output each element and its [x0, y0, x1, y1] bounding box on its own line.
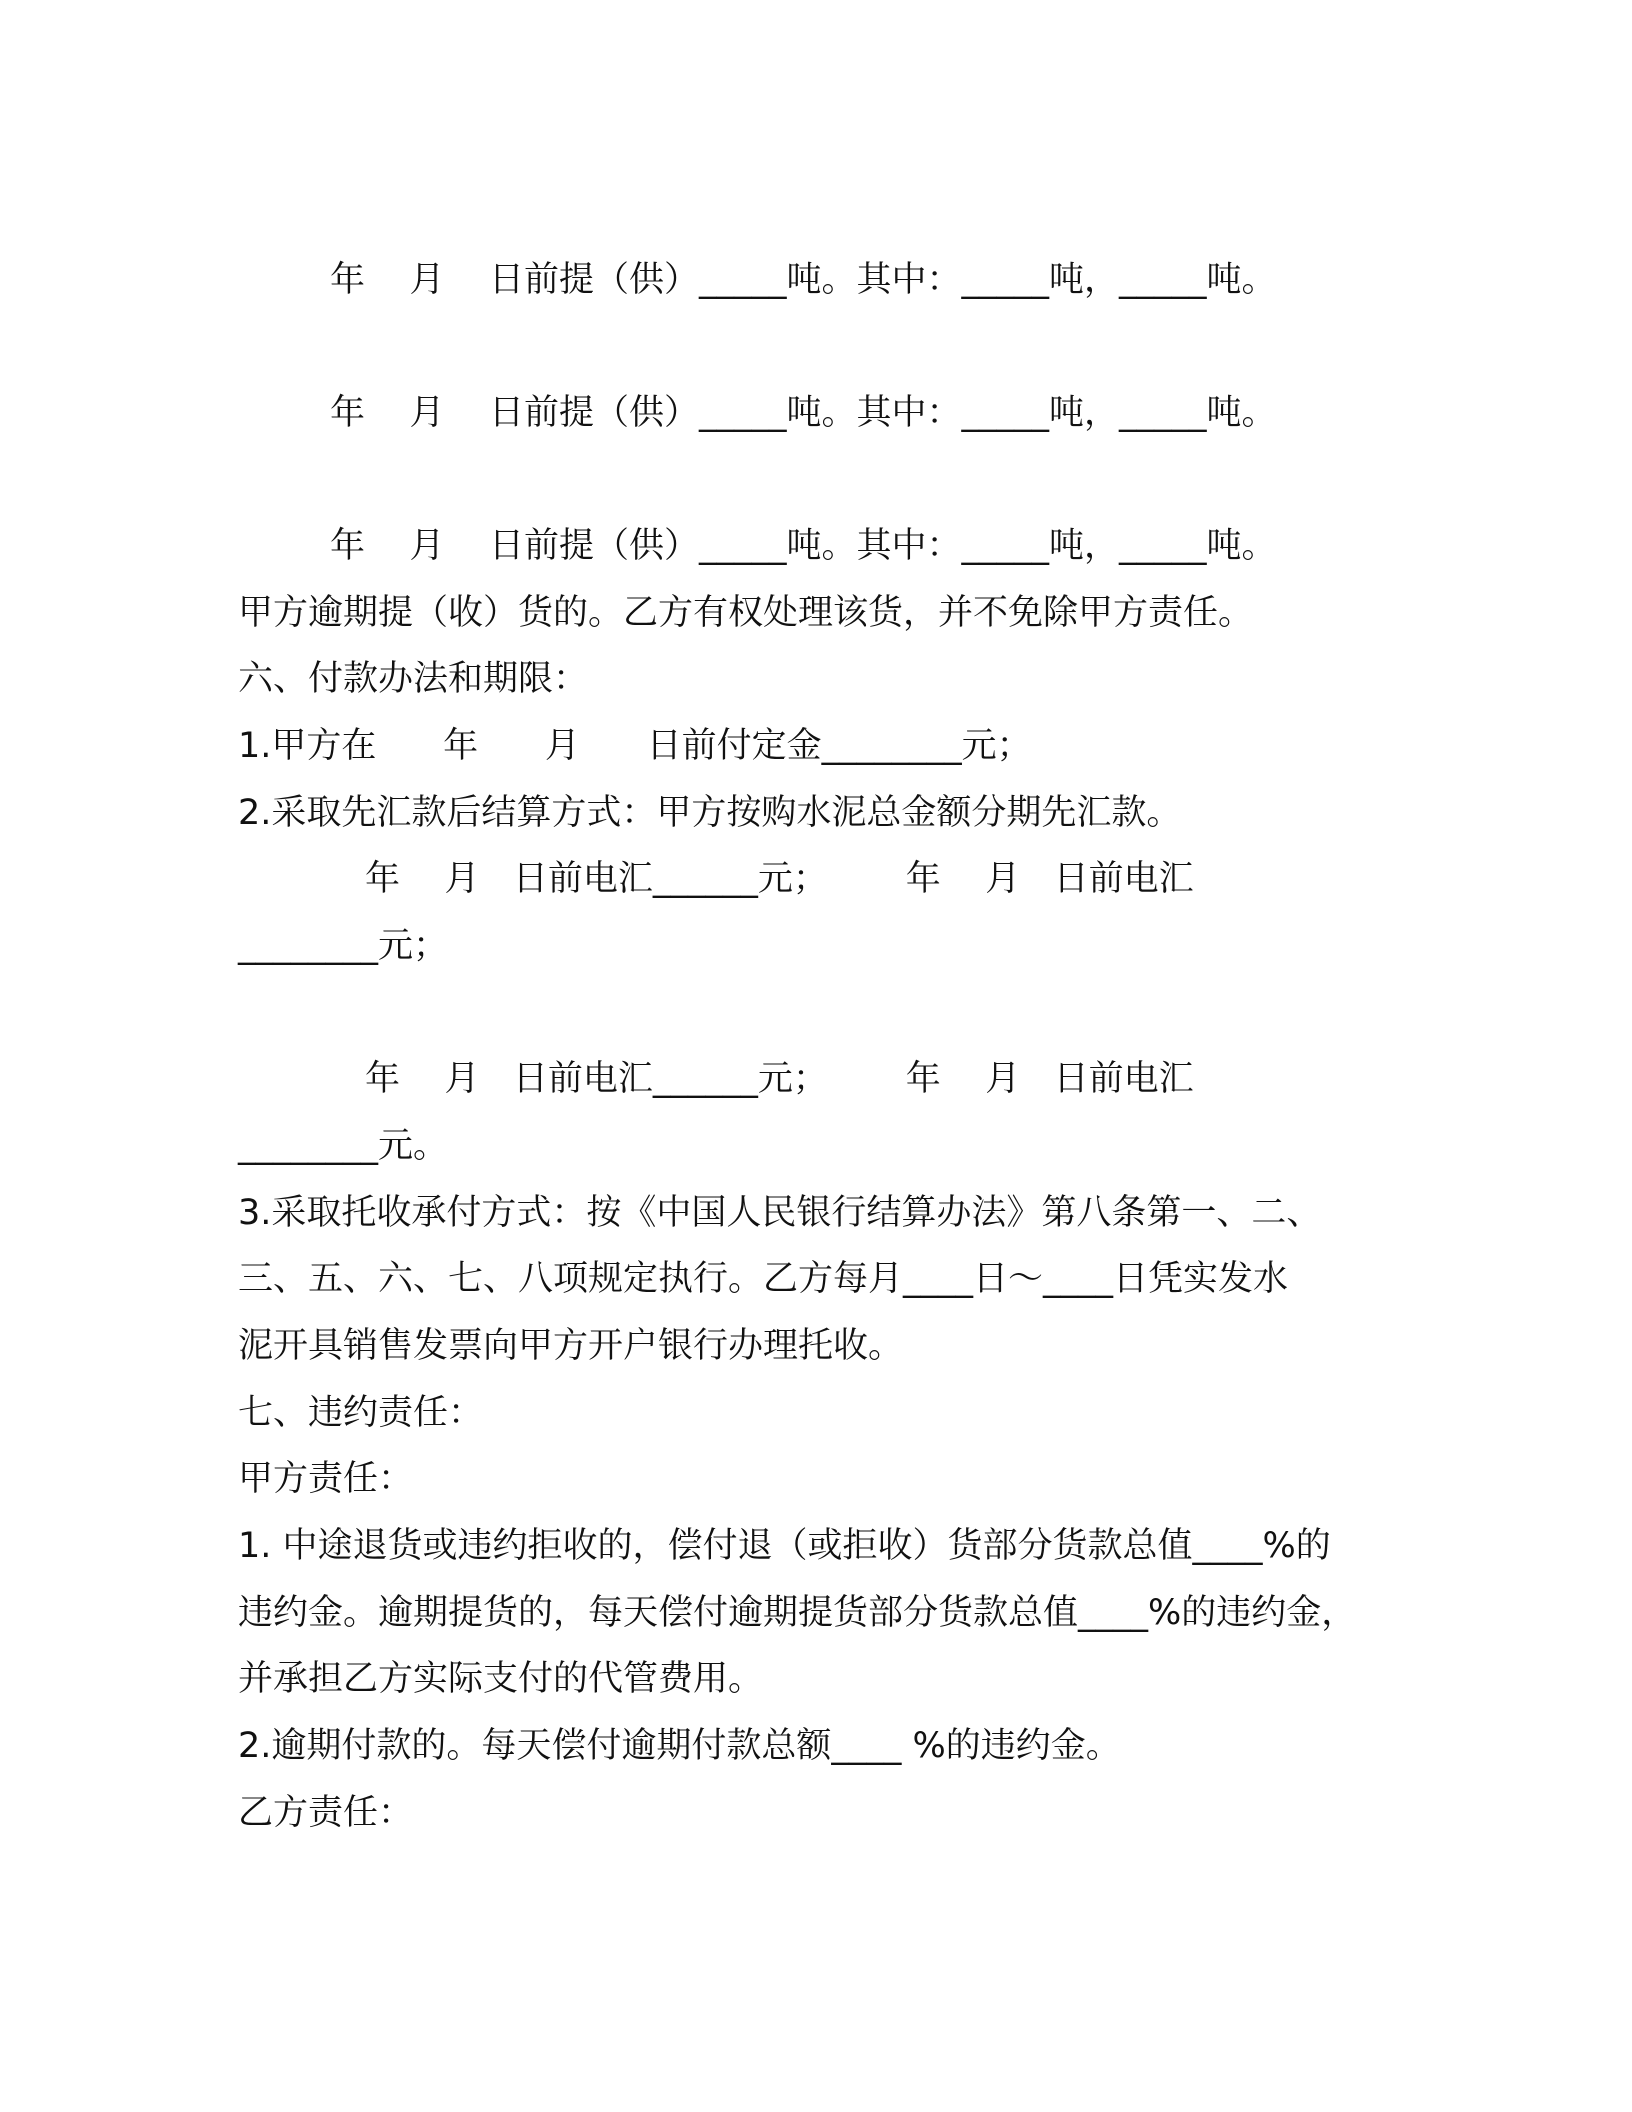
text-line: 年 月 日前提（供）_____吨。其中：_____吨，_____吨。: [330, 393, 1277, 433]
text-line: ________元。: [238, 1126, 449, 1166]
text-line: 并承担乙方实际支付的代管费用。: [238, 1659, 764, 1699]
text-line: 甲方逾期提（收）货的。乙方有权处理该货，并不免除甲方责任。: [238, 593, 1254, 633]
subsection-heading: 甲方责任：: [238, 1459, 414, 1499]
subsection-heading: 乙方责任：: [238, 1793, 414, 1833]
text-line: 3.采取托收承付方式：按《中国人民银行结算办法》第八条第一、二、: [238, 1193, 1322, 1233]
text-line: 泥开具销售发票向甲方开户银行办理托收。: [238, 1326, 904, 1366]
section-heading: 六、付款办法和期限：: [238, 659, 589, 699]
text-line: 年 月 日前提（供）_____吨。其中：_____吨，_____吨。: [330, 526, 1277, 566]
text-line: 年 月 日前电汇______元； 年 月 日前电汇: [365, 859, 1194, 899]
text-line: 三、五、六、七、八项规定执行。乙方每月____日～____日凭实发水: [238, 1259, 1289, 1299]
text-line: 2.采取先汇款后结算方式：甲方按购水泥总金额分期先汇款。: [238, 793, 1182, 833]
text-line: 违约金。逾期提货的，每天偿付逾期提货部分货款总值____%的违约金，: [238, 1593, 1357, 1633]
text-line: 年 月 日前电汇______元； 年 月 日前电汇: [365, 1059, 1194, 1099]
text-line: 1. 中途退货或违约拒收的，偿付退（或拒收）货部分货款总值____%的: [238, 1526, 1331, 1566]
text-line: ________元；: [238, 926, 449, 966]
text-line: 2.逾期付款的。每天偿付逾期付款总额____ %的违约金。: [238, 1726, 1121, 1766]
section-heading: 七、违约责任：: [238, 1393, 484, 1433]
text-line: 1.甲方在 年 月 日前付定金________元；: [238, 726, 1032, 766]
text-line: 年 月 日前提（供）_____吨。其中：_____吨，_____吨。: [330, 260, 1277, 300]
